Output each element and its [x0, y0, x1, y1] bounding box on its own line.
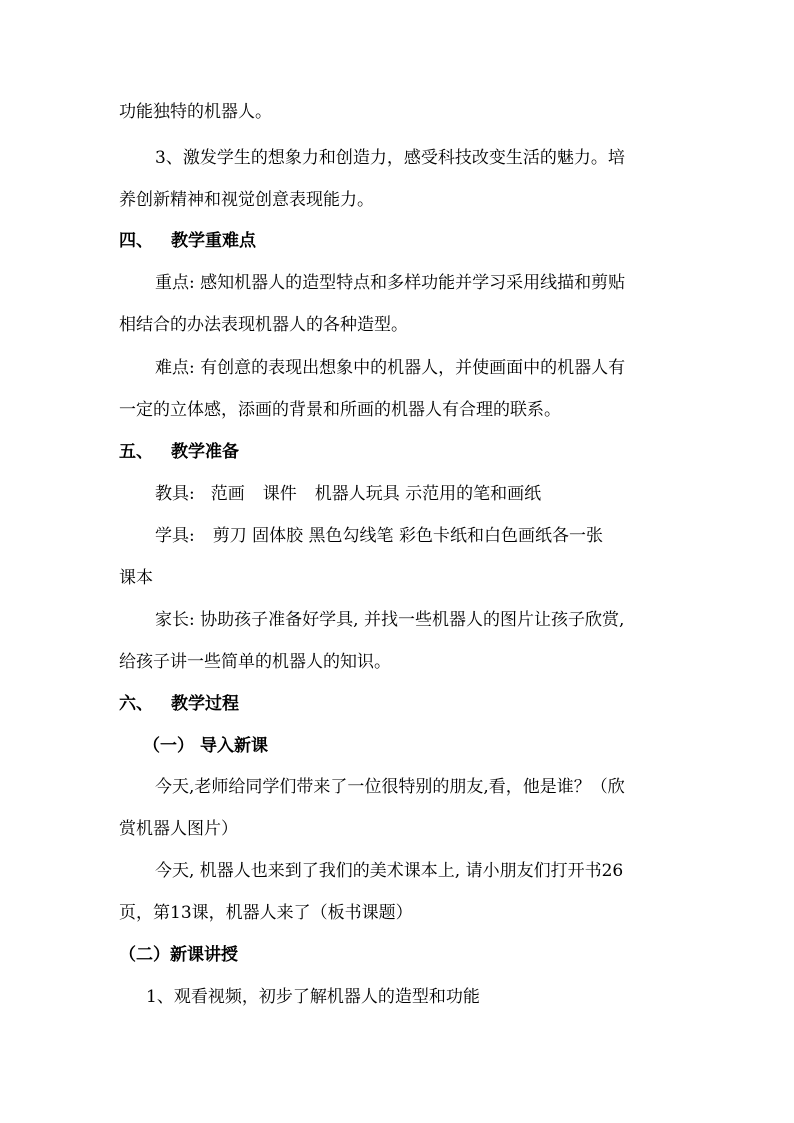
- objective-3-line-2: 养创新精神和视觉创意表现能力。: [119, 190, 374, 210]
- teaching-tool-sample-drawing: 范画: [210, 484, 245, 504]
- section-6-title: 教学过程: [171, 694, 239, 714]
- difficult-point-line-2: 一定的立体感，添画的背景和所画的机器人有合理的联系。: [119, 400, 561, 420]
- subsection-1-number: （一）: [143, 736, 194, 756]
- key-point-line-2: 相结合的办法表现机器人的各种造型。: [119, 315, 408, 335]
- student-tools-list: 剪刀 固体胶 黑色勾线笔 彩色卡纸和白色画纸各一张: [212, 526, 603, 546]
- teaching-tool-other: 机器人玩具 示范用的笔和画纸: [314, 484, 542, 504]
- student-tools-label: 学具:: [155, 526, 195, 546]
- section-4-number: 四、: [119, 231, 153, 251]
- student-tools-line-2: 课本: [119, 568, 153, 588]
- intro-paragraph-line-1: 今天,老师给同学们带来了一位很特别的朋友,看，他是谁？（欣: [155, 777, 625, 797]
- key-point-line-1: 重点: 感知机器人的造型特点和多样功能并学习采用线描和剪贴: [155, 273, 626, 293]
- difficult-point-line-1: 难点: 有创意的表现出想象中的机器人，并使画面中的机器人有: [155, 358, 626, 378]
- paragraph-continuation: 功能独特的机器人。: [119, 102, 272, 122]
- teaching-tool-courseware: 课件: [262, 484, 297, 504]
- section-6-number: 六、: [119, 694, 153, 714]
- subsection-1-title: 导入新课: [200, 736, 268, 756]
- section-5-number: 五、: [119, 442, 153, 462]
- section-5-heading: [119, 440, 239, 464]
- teaching-tools-label: 教具:: [155, 484, 195, 504]
- textbook-paragraph-line-2: 页，第13课，机器人来了（板书课题）: [119, 903, 413, 923]
- section-6-heading: [119, 692, 239, 716]
- section-5-title: 教学准备: [171, 442, 239, 462]
- subsection-2-heading: （二）新课讲授: [119, 945, 238, 965]
- student-tools-line-1: [155, 524, 603, 548]
- parents-line-2: 给孩子讲一些简单的机器人的知识。: [119, 652, 391, 672]
- textbook-paragraph-line-1: 今天, 机器人也来到了我们的美术课本上, 请小朋友们打开书26: [155, 861, 624, 881]
- parents-line-1: 家长: 协助孩子准备好学具, 并找一些机器人的图片让孩子欣赏,: [155, 610, 625, 630]
- subsection-1-heading: [143, 734, 268, 758]
- step-1-line: 1、观看视频，初步了解机器人的造型和功能: [146, 987, 480, 1007]
- teaching-tools-line: [155, 482, 541, 506]
- section-4-heading: [119, 229, 256, 253]
- intro-paragraph-line-2: 赏机器人图片）: [119, 819, 238, 839]
- section-4-title: 教学重难点: [171, 231, 256, 251]
- objective-3-line-1: 3、激发学生的想象力和创造力，感受科技改变生活的魅力。培: [155, 148, 625, 168]
